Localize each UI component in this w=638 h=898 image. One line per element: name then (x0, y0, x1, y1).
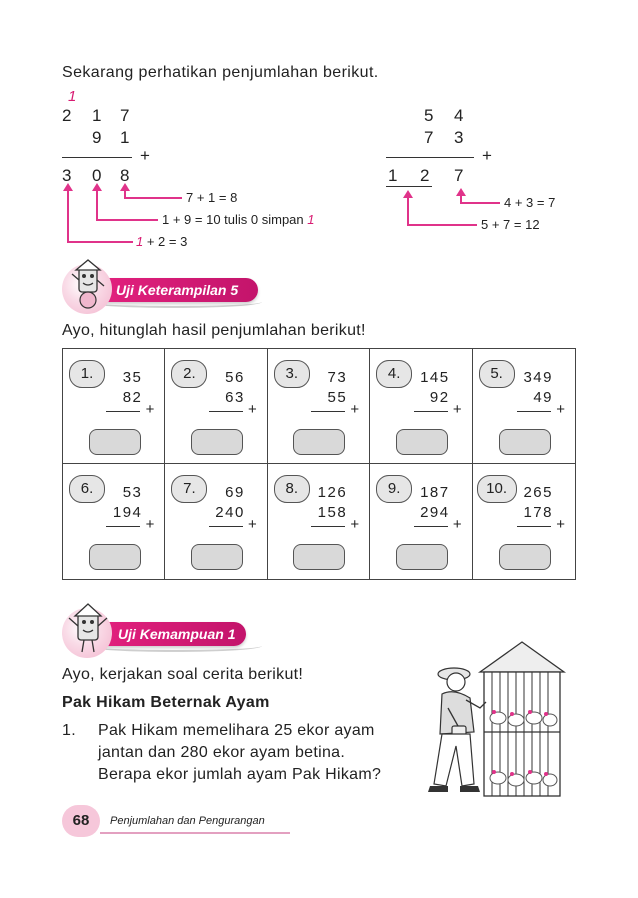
farmer-chicken-coop-illustration (396, 636, 576, 800)
digit: 9 (92, 128, 102, 147)
exercise-number: 2. (171, 360, 207, 388)
digit: 8 (120, 166, 130, 185)
addend: 294 (420, 504, 450, 521)
plus-sign: + (350, 401, 360, 418)
digit: 2 (62, 106, 72, 125)
digit: 3 (454, 128, 464, 147)
addend: 49 (533, 389, 553, 406)
digit: 7 (454, 166, 464, 185)
sum-line (311, 411, 345, 412)
answer-box[interactable] (191, 429, 243, 455)
exercise-number: 9. (376, 475, 412, 503)
addend: 63 (225, 389, 245, 406)
digit: 0 (92, 166, 102, 185)
exercise-number: 8. (274, 475, 310, 503)
note-ones: 4 + 3 = 7 (504, 195, 556, 210)
answer-box[interactable] (499, 544, 551, 570)
note-tens: 1 + 9 = 10 tulis 0 simpan 1 (162, 212, 315, 227)
addend: 126 (317, 484, 348, 501)
intro-text: Sekarang perhatikan penjumlahan berikut. (62, 64, 379, 81)
note-tens: 5 + 7 = 12 (481, 217, 540, 232)
digit: 5 (424, 106, 434, 125)
addend: 178 (523, 504, 553, 521)
exercise-instruction: Ayo, hitunglah hasil penjumlahan berikut! (62, 322, 366, 339)
mascot-icon (68, 258, 108, 314)
footer-line (100, 832, 290, 834)
exercise-cell (63, 349, 165, 464)
sum-line (209, 411, 243, 412)
digit: 7 (424, 128, 434, 147)
sum-line (414, 411, 448, 412)
badge-title: Uji Keterampilan 5 (116, 282, 239, 298)
exercise-number: 3. (274, 360, 310, 388)
note-ones: 7 + 1 = 8 (186, 190, 238, 205)
sum-line (386, 157, 474, 158)
carry-digit: 1 (68, 88, 77, 105)
plus-sign: + (482, 146, 492, 165)
sum-line (517, 526, 551, 527)
addend: 194 (112, 504, 143, 521)
badge-title: Uji Kemampuan 1 (118, 626, 236, 642)
plus-sign: + (248, 516, 257, 533)
mascot-icon (66, 600, 110, 660)
answer-box[interactable] (293, 544, 345, 570)
digit: 3 (62, 166, 72, 185)
note-hundreds: 1 + 2 = 3 (136, 234, 188, 249)
digit: 1 (388, 166, 398, 185)
plus-sign: + (248, 401, 257, 418)
sum-line (106, 411, 140, 412)
plus-sign: + (452, 401, 462, 418)
exercise-cell (268, 349, 370, 464)
question-line: Pak Hikam memelihara 25 ekor ayam (98, 722, 375, 739)
addend: 73 (327, 369, 348, 386)
exercise-number: 7. (171, 475, 207, 503)
question-line: Berapa ekor jumlah ayam Pak Hikam? (98, 766, 382, 783)
plus-sign: + (350, 516, 360, 533)
addend: 53 (122, 484, 143, 501)
answer-box[interactable] (396, 429, 448, 455)
story-title: Pak Hikam Beternak Ayam (62, 694, 270, 711)
digit: 4 (454, 106, 464, 125)
sum-line (209, 526, 243, 527)
addend: 145 (420, 369, 450, 386)
plus-sign: + (145, 401, 155, 418)
sum-line (311, 526, 345, 527)
plus-sign: + (556, 516, 565, 533)
exercise-number: 1. (69, 360, 105, 388)
exercise-table (62, 348, 576, 580)
exercise-cell (63, 464, 165, 579)
addend: 187 (420, 484, 450, 501)
question-line: jantan dan 280 ekor ayam betina. (98, 744, 346, 761)
addend: 92 (429, 389, 450, 406)
answer-box[interactable] (293, 429, 345, 455)
exercise-cell (473, 349, 575, 464)
addend: 55 (327, 389, 348, 406)
sum-line (414, 526, 448, 527)
carry-underline (386, 186, 432, 187)
digit: 7 (120, 106, 130, 125)
question-number: 1. (62, 722, 76, 739)
digit: 1 (92, 106, 102, 125)
exercise-number: 6. (69, 475, 105, 503)
addend: 158 (317, 504, 348, 521)
exercise-cell (165, 349, 267, 464)
addend: 69 (225, 484, 245, 501)
sum-line (106, 526, 140, 527)
addend: 240 (215, 504, 245, 521)
digit: 1 (120, 128, 130, 147)
addend: 82 (122, 389, 143, 406)
addend: 35 (122, 369, 143, 386)
plus-sign: + (556, 401, 565, 418)
exercise-cell (165, 464, 267, 579)
story-instruction: Ayo, kerjakan soal cerita berikut! (62, 666, 304, 683)
addend: 349 (523, 369, 553, 386)
exercise-cell (473, 464, 575, 579)
footer-title: Penjumlahan dan Pengurangan (110, 815, 265, 827)
plus-sign: + (145, 516, 155, 533)
answer-box[interactable] (191, 544, 243, 570)
exercise-cell (370, 349, 472, 464)
answer-box[interactable] (89, 544, 141, 570)
exercise-number: 10. (477, 475, 517, 503)
exercise-cell (268, 464, 370, 579)
plus-sign: + (140, 146, 150, 165)
exercise-cell (370, 464, 472, 579)
exercise-number: 5. (479, 360, 515, 388)
addend: 265 (523, 484, 553, 501)
answer-box[interactable] (89, 429, 141, 455)
addend: 56 (225, 369, 245, 386)
answer-box[interactable] (396, 544, 448, 570)
digit: 2 (420, 166, 430, 185)
answer-box[interactable] (499, 429, 551, 455)
exercise-number: 4. (376, 360, 412, 388)
plus-sign: + (452, 516, 462, 533)
sum-line (517, 411, 551, 412)
page-number: 68 (62, 805, 100, 837)
sum-line (62, 157, 132, 158)
